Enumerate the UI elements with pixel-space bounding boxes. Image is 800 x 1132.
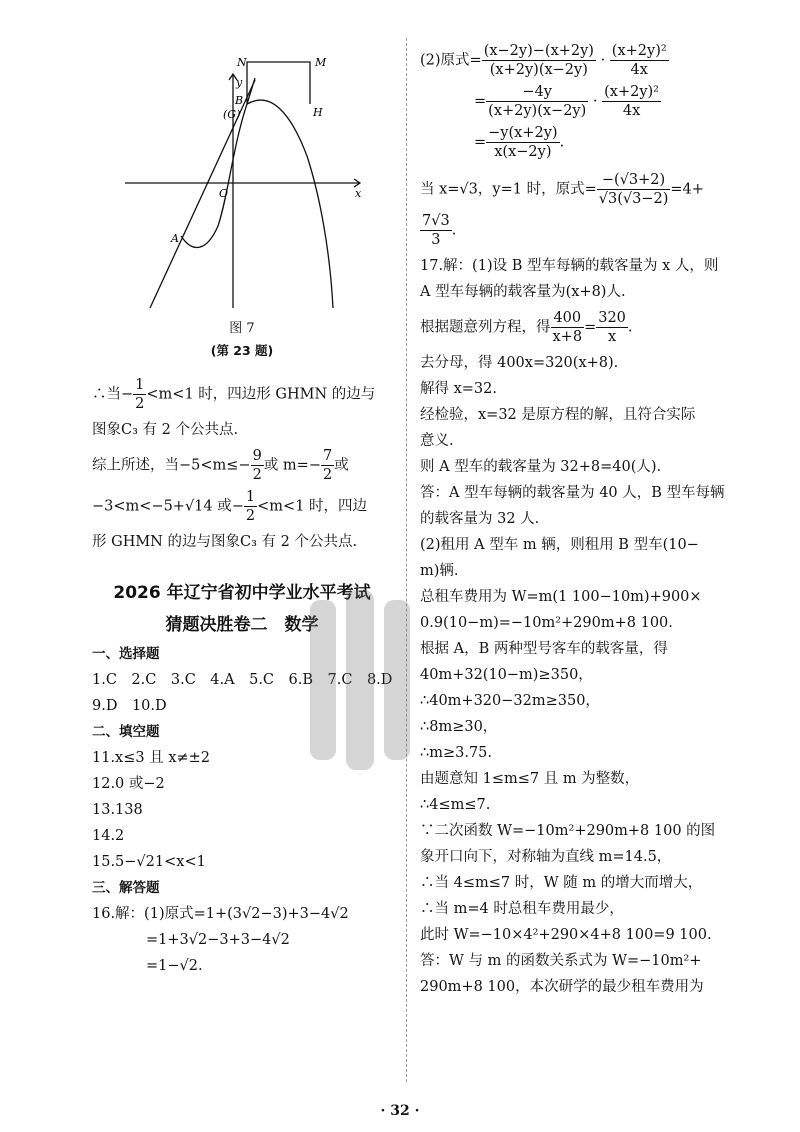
text-line: 此时 W=−10×4²+290×4+8 100=9 100. [420,927,712,943]
numerator: −y(x+2y) [488,125,558,141]
text-span: = [584,319,597,336]
text-line: 答：W 与 m 的函数关系式为 W=−10m²+ [420,953,702,969]
numerator: 7√3 [422,213,450,229]
text-line: 0.9(10−m)=−10m²+290m+8 100. [420,615,673,631]
text-line [92,488,392,525]
math-line [420,124,720,161]
exam-subtitle: 猜题决胜卷二 数学 [165,615,319,635]
fraction [133,376,146,413]
section-heading: 一、选择题 [92,646,160,662]
text-line: ∴4≤m≤7. [420,797,491,813]
text-line: (2)租用 A 型车 m 辆，则租用 B 型车(10− [420,537,699,553]
label-b: B [235,94,244,107]
denominator: 4x [630,62,648,78]
text-line: ∴m≥3.75. [420,745,493,761]
math-line [420,42,720,79]
fraction [244,488,257,525]
answer-line: 13.138 [92,802,143,818]
fraction [597,171,671,208]
denominator: 2 [135,396,145,412]
text-span: −3<m<−5+√14 或− [92,498,244,515]
text-line: 答：A 型车每辆的载客量为 40 人，B 型车每辆 [420,485,725,501]
answer-line: 16.解：(1)原式=1+(3√2−3)+3−4√2 [92,906,349,922]
text-span: 根据题意列方程，得 [420,319,551,336]
text-span: (2)原式= [420,52,482,69]
answer-line: =1+3√2−3+3−4√2 [146,932,290,948]
figure-problem-label: (第 23 题) [210,343,274,358]
exam-title: 2026 年辽宁省初中学业水平考试 [113,583,371,603]
math-line [420,212,720,249]
text-span: =4+ [670,181,704,198]
text-span: 或 m=− [263,457,321,474]
label-n: N [237,56,247,69]
text-line: 的载客量为 32 人. [420,511,540,527]
text-span: <m<1 时，四边形 GHMN 的边与 [146,386,376,403]
math-line [420,171,720,208]
figure-caption: 图 7 [229,321,255,336]
text-span: · [592,93,598,110]
text-line [92,376,392,413]
fraction [251,447,264,484]
text-line: ∴40m+320−32m≥350， [420,693,600,709]
numerator: 1 [135,377,145,393]
text-line: 40m+32(10−m)≥350， [420,667,593,683]
text-line: ∴当 4≤m≤7 时，W 随 m 的增大而增大， [420,875,703,891]
text-line: 根据 A，B 两种型号客车的载客量，得 [420,641,668,657]
numerator: 320 [598,310,626,326]
text-span: . [559,134,565,151]
left-column [92,36,392,979]
denominator: 3 [431,232,441,248]
text-line: 去分母，得 400x=320(x+8). [420,355,619,371]
text-span: ∴当− [92,386,134,403]
page-number: · 32 · [380,1103,420,1119]
text-line: 解得 x=32. [420,381,497,397]
answer-line: 1.C 2.C 3.C 4.A 5.C 6.B 7.C 8.D [92,672,393,688]
text-line: 象开口向下，对称轴为直线 m=14.5， [420,849,672,865]
denominator: x+8 [552,329,583,345]
column-divider [406,38,407,1082]
text-line: 图象C₃ 有 2 个公共点. [92,422,239,438]
denominator: x(x−2y) [494,144,552,160]
label-m: M [315,56,327,69]
text-line: A 型车每辆的载客量为(x+8)人. [420,284,626,300]
watermark-logo [300,590,420,770]
answer-line: =1−√2. [146,958,203,974]
answer-line: 15.5−√21<x<1 [92,854,206,870]
denominator: 4x [622,103,641,119]
numerator: 1 [245,489,256,505]
text-span: . [627,319,633,336]
label-o: O [219,187,229,200]
section-heading: 三、解答题 [92,880,160,896]
label-g: (G) [223,108,241,121]
fraction [596,309,628,346]
fraction [321,447,334,484]
fraction [602,83,661,120]
text-span: <m<1 时，四边 [257,498,368,515]
text-line: m)辆. [420,563,459,579]
text-line: 形 GHMN 的边与图象C₃ 有 2 个公共点. [92,534,358,550]
text-line: 总租车费用为 W=m(1 100−10m)+900× [420,589,702,605]
numerator: 9 [252,448,262,464]
text-line: 17.解：(1)设 B 型车每辆的载客量为 x 人，则 [420,258,719,274]
fraction [420,212,452,249]
text-line: 经检验，x=32 是原方程的解，且符合实际 [420,407,696,423]
fraction [482,42,596,79]
answer-line: 9.D 10.D [92,698,167,714]
numerator: (x+2y)² [611,43,667,59]
answer-line: 14.2 [92,828,125,844]
math-line [420,309,720,346]
denominator: (x+2y)(x−2y) [489,62,588,78]
denominator: 2 [322,467,333,483]
numerator: −4y [486,83,588,102]
fraction [486,124,559,161]
fraction [486,83,588,120]
fraction [610,42,669,79]
text-span: = [474,93,487,110]
text-line: ∴当 m=4 时总租车费用最少， [420,901,624,917]
numerator: −(√3+2) [597,171,671,190]
text-span: = [474,134,487,151]
text-span: 当 x=√3，y=1 时，原式= [420,181,597,198]
numerator: (x+2y)² [604,84,659,100]
label-x: x [355,187,362,200]
text-span: . [451,222,457,239]
text-line [92,447,392,484]
answer-line: 12.0 或−2 [92,776,165,792]
denominator: 2 [252,467,262,483]
denominator: (x+2y)(x−2y) [488,103,587,119]
text-span: 或 [334,457,349,474]
right-column [420,36,725,1000]
label-y: y [236,76,243,89]
label-a: A [171,232,179,245]
text-line: ∴8m≥30， [420,719,498,735]
math-line [420,83,720,120]
text-span: · [600,52,606,69]
section-heading: 二、填空题 [92,724,160,740]
denominator: 2 [245,508,256,524]
numerator: (x−2y)−(x+2y) [483,43,594,59]
text-line: 290m+8 100，本次研学的最少租车费用为 [420,979,704,995]
text-line: 由题意知 1≤m≤7 且 m 为整数， [420,771,640,787]
label-h: H [313,106,323,119]
text-line: 意义. [420,433,454,449]
denominator: x [607,329,617,345]
fraction [551,309,585,346]
text-span: 综上所述，当−5<m≤− [92,457,251,474]
numerator: 7 [322,448,333,464]
text-line: 则 A 型车的载客量为 32+8=40(人). [420,459,662,475]
answer-line: 11.x≤3 且 x≠±2 [92,750,211,766]
text-line: ∵二次函数 W=−10m²+290m+8 100 的图 [420,823,716,839]
numerator: 400 [551,309,585,328]
denominator: √3(√3−2) [598,191,669,207]
